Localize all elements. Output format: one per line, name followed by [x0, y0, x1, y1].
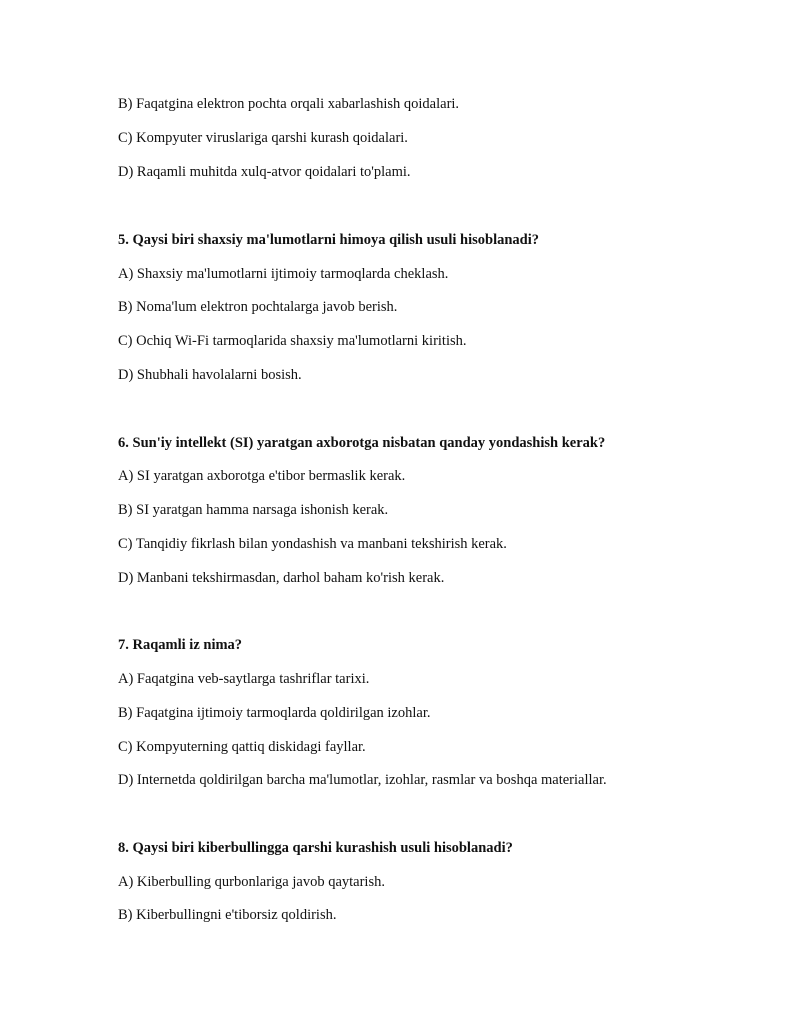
option-a-q5: A) Shaxsiy ma'lumotlarni ijtimoiy tarmoqlarda cheklash.	[118, 266, 449, 282]
option-c-q5: C) Ochiq Wi-Fi tarmoqlarida shaxsiy ma'lumotlarni kiritish.	[118, 333, 467, 349]
question-5-title: 5. Qaysi biri shaxsiy ma'lumotlarni himoya qilish usuli hisoblanadi?	[118, 232, 540, 248]
option-c-q6: C) Tanqidiy fikrlash bilan yondashish va manbani tekshirish kerak.	[118, 536, 507, 552]
option-b-q4: B) Faqatgina elektron pochta orqali xabarlashish qoidalari.	[118, 96, 460, 112]
option-b-q6: B) SI yaratgan hamma narsaga ishonish kerak.	[118, 502, 389, 518]
option-a-q6: A) SI yaratgan axborotga e'tibor bermaslik kerak.	[118, 468, 406, 484]
option-d-q6: D) Manbani tekshirmasdan, darhol baham ko'rish kerak.	[118, 570, 445, 586]
option-c-q4: C) Kompyuter viruslariga qarshi kurash qoidalari.	[118, 130, 408, 146]
option-c-q7: C) Kompyuterning qattiq diskidagi fayllar.	[118, 739, 366, 755]
option-a-q8: A) Kiberbulling qurbonlariga javob qaytarish.	[118, 874, 385, 890]
option-d-q7: D) Internetda qoldirilgan barcha ma'lumotlar, izohlar, rasmlar va boshqa materiallar.	[118, 772, 607, 788]
question-8-title: 8. Qaysi biri kiberbullingga qarshi kurashish usuli hisoblanadi?	[118, 840, 513, 856]
option-a-q7: A) Faqatgina veb-saytlarga tashriflar tarixi.	[118, 671, 370, 687]
question-6-title: 6. Sun'iy intellekt (SI) yaratgan axborotga nisbatan qanday yondashish kerak?	[118, 435, 606, 451]
option-b-q7: B) Faqatgina ijtimoiy tarmoqlarda qoldirilgan izohlar.	[118, 705, 431, 721]
option-b-q8: B) Kiberbullingni e'tiborsiz qoldirish.	[118, 907, 337, 923]
option-b-q5: B) Noma'lum elektron pochtalarga javob berish.	[118, 299, 398, 315]
option-d-q4: D) Raqamli muhitda xulq-atvor qoidalari to'plami.	[118, 164, 411, 180]
option-d-q5: D) Shubhali havolalarni bosish.	[118, 367, 302, 383]
question-7-title: 7. Raqamli iz nima?	[118, 637, 243, 653]
